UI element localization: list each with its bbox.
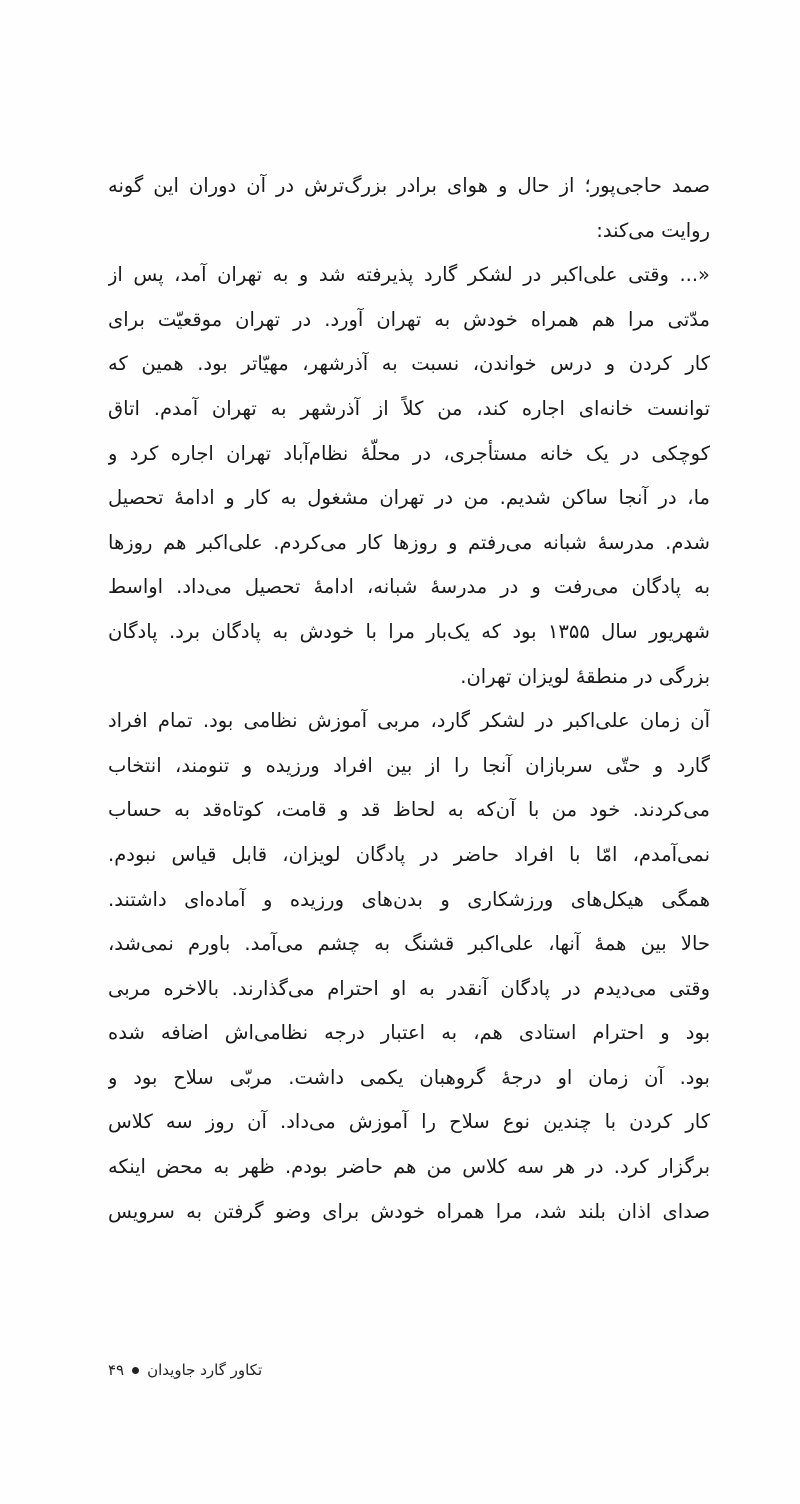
text-line: وقتی می‌دیدم در پادگان آنقدر به او احترام می‌گذارند. بالاخره مربی [108,976,710,1000]
text-line: صدای اذان بلند شد، مرا همراه خودش برای وضو گرفتن به سرویس [108,1199,710,1223]
text-line: روایت می‌کند: [596,218,710,242]
text-line: می‌کردند. خود من با آن‌که به لحاظ قد و قامت، کوتاه‌قد به حساب [108,798,710,822]
text-line: حالا بین همهٔ آنها، علی‌اکبر قشنگ به چشم می‌آمد. باورم نمی‌شد، [108,932,710,956]
text-line: نمی‌آمدم، امّا با افراد حاضر در پادگان لویزان، قابل قیاس نبودم. [108,842,710,866]
text-line: بود و احترام استادی هم، به اعتبار درجه نظامی‌اش اضافه شده [108,1021,710,1045]
body-text [108,164,710,1234]
text-line: همگی هیکل‌های ورزشکاری و بدن‌های ورزیده و آماده‌ای داشتند. [108,887,710,911]
text-line: گارد و حتّی سربازان آنجا را از بین افراد ورزیده و تنومند، انتخاب [108,753,710,777]
text-line: شدم. مدرسهٔ شبانه می‌رفتم و روزها کار می‌کردم. علی‌اکبر هم روزها [108,530,710,554]
text-line: توانست خانه‌ای اجاره کند، من کلاً از آذرشهر به تهران آمدم. اتاق [108,396,710,420]
page-number: ۴۹ [108,1361,125,1379]
text-line: صمد حاجی‌پور؛ از حال و هوای برادر بزرگ‌ترش در آن دوران این گونه [108,174,710,197]
text-line: کار کردن و درس خواندن، نسبت به آذرشهر، مهیّاتر بود. همین که [108,352,710,376]
text-line: شهریور سال ۱۳۵۵ بود که یک‌بار مرا با خودش به پادگان برد. پادگان [108,619,710,643]
text-line: بزرگی در منطقهٔ لویزان تهران. [460,664,710,688]
bullet-separator-icon [132,1367,139,1374]
text-line: کوچکی در یک خانه مستأجری، در محلّهٔ نظام‌آباد تهران اجاره کرد و [108,441,710,465]
text-line: به پادگان می‌رفت و در مدرسهٔ شبانه، ادامهٔ تحصیل می‌داد. اواسط [108,575,710,599]
text-line: ما، در آنجا ساکن شدیم. من در تهران مشغول به کار و ادامهٔ تحصیل [108,486,710,510]
text-line: آن زمان علی‌اکبر در لشکر گارد، مربی آموزش نظامی بود. تمام افراد [108,709,710,733]
text-line: «... وقتی علی‌اکبر در لشکر گارد پذیرفته شد و به تهران آمد، پس از [108,263,710,287]
book-title: تکاور گارد جاویدان [147,1361,263,1379]
text-line: کار کردن با چندین نوع سلاح را آموزش می‌داد. آن روز سه کلاس [108,1110,710,1134]
text-line: برگزار کرد. در هر سه کلاس من هم حاضر بودم. ظهر به محض اینکه [108,1155,710,1179]
text-line: بود. آن زمان او درجهٔ گروهبان یکمی داشت. مربّی سلاح بود و [108,1065,710,1089]
page-footer [108,1358,262,1382]
text-line: مدّتی مرا هم همراه خودش به تهران آورد. در تهران موقعیّت برای [108,307,710,331]
